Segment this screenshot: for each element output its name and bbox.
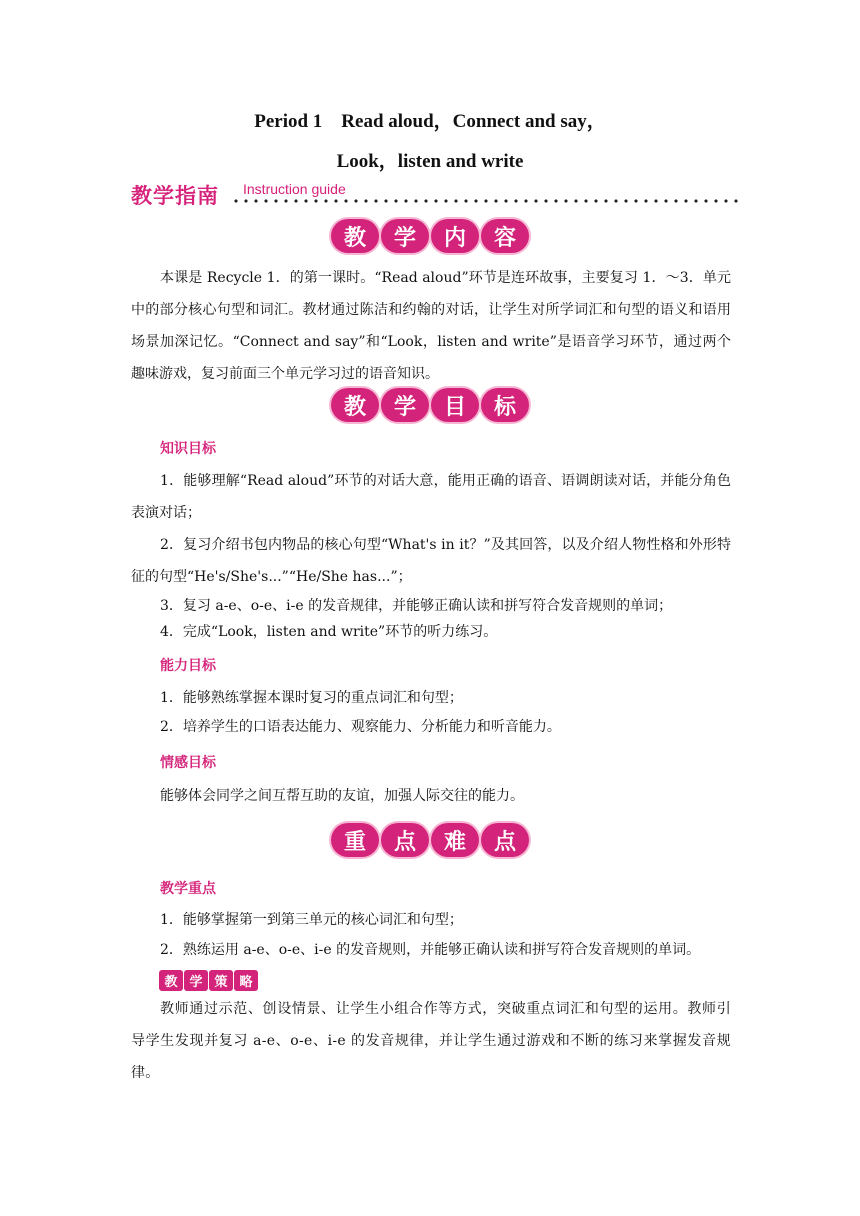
strategy-paragraph: 教师通过示范、创设情景、让学生小组合作等方式，突破重点词汇和句型的运用。教师引导学生发现并复习 a-e、o-e、i-e 的发音规律，并让学生通过游戏和不断的练习来掌握发音规律。 <box>131 1001 731 1081</box>
badge-char: 教 <box>331 219 379 253</box>
badge-char: 学 <box>381 388 429 422</box>
ability-item-1: 1．能够熟练掌握本课时复习的重点词汇和句型； <box>160 690 463 706</box>
key-item-2: 2．熟练运用 a-e、o-e、i-e 的发音规则，并能够正确认读和拼写符合发音规则的单词。 <box>160 942 701 958</box>
key-points-heading: 教学重点 <box>160 881 216 897</box>
badge-teaching-content <box>0 219 860 253</box>
instruction-guide-banner <box>131 178 741 210</box>
badge-char: 教 <box>331 388 379 422</box>
emotion-text: 能够体会同学之间互帮互助的友谊，加强人际交往的能力。 <box>160 788 524 804</box>
guide-title-cn: 教学指南 <box>131 184 219 208</box>
guide-title-en: Instruction guide <box>243 181 346 197</box>
badge-char: 教 <box>159 970 183 991</box>
badge-char: 容 <box>481 219 529 253</box>
badge-teaching-strategy <box>159 970 258 991</box>
badge-char: 略 <box>234 970 258 991</box>
badge-char: 难 <box>431 823 479 857</box>
content-paragraph: 本课是 Recycle 1．的第一课时。“Read aloud”环节是连环故事，主要复习 1．～3．单元中的部分核心句型和词汇。教材通过陈洁和约翰的对话，让学生对所学词汇和句型的语义和语用场景加深记忆。“Connect and say”和“Look，listen and write”是语音学习环节，通过两个趣味游戏，复习前面三个单元学习过的语音知识。 <box>131 270 731 382</box>
knowledge-item-3: 3．复习 a-e、o-e、i-e 的发音规律，并能够正确认读和拼写符合发音规则的单词； <box>160 598 673 614</box>
badge-char: 学 <box>184 970 208 991</box>
emotion-objectives-heading: 情感目标 <box>160 755 216 771</box>
page-title-line-1: Period 1 Read aloud，Connect and say， <box>254 111 606 132</box>
badge-key-difficult-points <box>0 823 860 857</box>
badge-char: 内 <box>431 219 479 253</box>
ability-item-2: 2．培养学生的口语表达能力、观察能力、分析能力和听音能力。 <box>160 719 561 735</box>
badge-char: 学 <box>381 219 429 253</box>
ability-objectives-heading: 能力目标 <box>160 658 216 674</box>
badge-char: 点 <box>481 823 529 857</box>
page-title-line-2: Look，listen and write <box>336 151 524 172</box>
knowledge-item-1: 1．能够理解“Read aloud”环节的对话大意，能用正确的语音、语调朗读对话，并能分角色表演对话； <box>131 473 731 521</box>
key-item-1: 1．能够掌握第一到第三单元的核心词汇和句型； <box>160 912 463 928</box>
badge-teaching-objectives <box>0 388 860 422</box>
knowledge-objectives-heading: 知识目标 <box>160 441 216 457</box>
knowledge-item-4: 4．完成“Look，listen and write”环节的听力练习。 <box>160 624 498 640</box>
badge-char: 点 <box>381 823 429 857</box>
dotted-divider <box>231 199 741 203</box>
knowledge-item-2: 2．复习介绍书包内物品的核心句型“What's in it？”及其回答，以及介绍人物性格和外形特征的句型“He's/She's...”“He/She has...”； <box>131 537 731 585</box>
badge-char: 策 <box>209 970 233 991</box>
badge-char: 标 <box>481 388 529 422</box>
badge-char: 目 <box>431 388 479 422</box>
badge-char: 重 <box>331 823 379 857</box>
